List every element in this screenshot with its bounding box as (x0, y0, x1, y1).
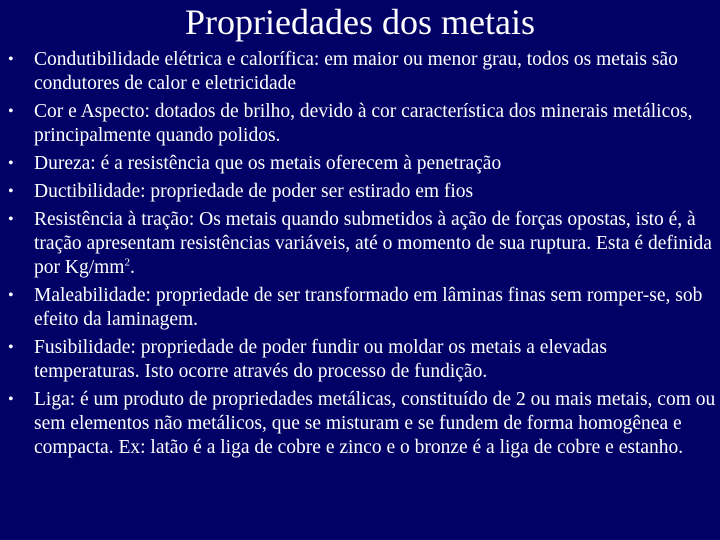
bullet-text: Resistência à tração: Os metais quando submetidos à ação de forças opostas, isto é, à tração apresentam resistências variáveis, até o momento de sua ruptura. Esta é definida por Kg/mm (34, 209, 712, 278)
bullet-icon: • (8, 391, 14, 408)
bullet-icon: • (8, 103, 14, 120)
bullet-text: Maleabilidade: propriedade de ser transformado em lâminas finas sem romper-se, sob efeito da laminagem. (34, 285, 703, 330)
bullet-text: Liga: é um produto de propriedades metálicas, constituído de 2 ou mais metais, com ou sem elementos não metálicos, que se misturam e se fundem de forma homogênea e compacta. Ex: latão é a liga de cobre e zinco e o bronze é a liga de cobre e estanho. (34, 389, 716, 458)
bullet-item (8, 284, 716, 332)
bullet-icon: • (8, 51, 14, 68)
bullet-icon: • (8, 183, 14, 200)
bullet-item (8, 388, 716, 460)
bullet-list (8, 48, 716, 464)
superscript: 2 (124, 256, 130, 269)
bullet-item (8, 48, 716, 96)
bullet-item (8, 180, 716, 204)
bullet-icon: • (8, 155, 14, 172)
bullet-text: Ductibilidade: propriedade de poder ser estirado em fios (34, 181, 474, 202)
bullet-icon: • (8, 211, 14, 228)
bullet-text: Cor e Aspecto: dotados de brilho, devido à cor característica dos minerais metálicos, principalmente quando polidos. (34, 101, 693, 146)
bullet-item (8, 152, 716, 176)
bullet-item (8, 100, 716, 148)
bullet-text: Condutibilidade elétrica e calorífica: em maior ou menor grau, todos os metais são condutores de calor e eletricidade (34, 49, 678, 94)
bullet-text: Dureza: é a resistência que os metais oferecem à penetração (34, 153, 502, 174)
bullet-icon: • (8, 339, 14, 356)
bullet-text-end: . (129, 257, 135, 278)
bullet-item (8, 208, 716, 280)
slide-title: Propriedades dos metais (185, 2, 535, 42)
bullet-icon: • (8, 287, 14, 304)
bullet-text: Fusibilidade: propriedade de poder fundir ou moldar os metais a elevadas temperaturas. Isto ocorre através do processo de fundição. (34, 337, 607, 382)
bullet-item (8, 336, 716, 384)
